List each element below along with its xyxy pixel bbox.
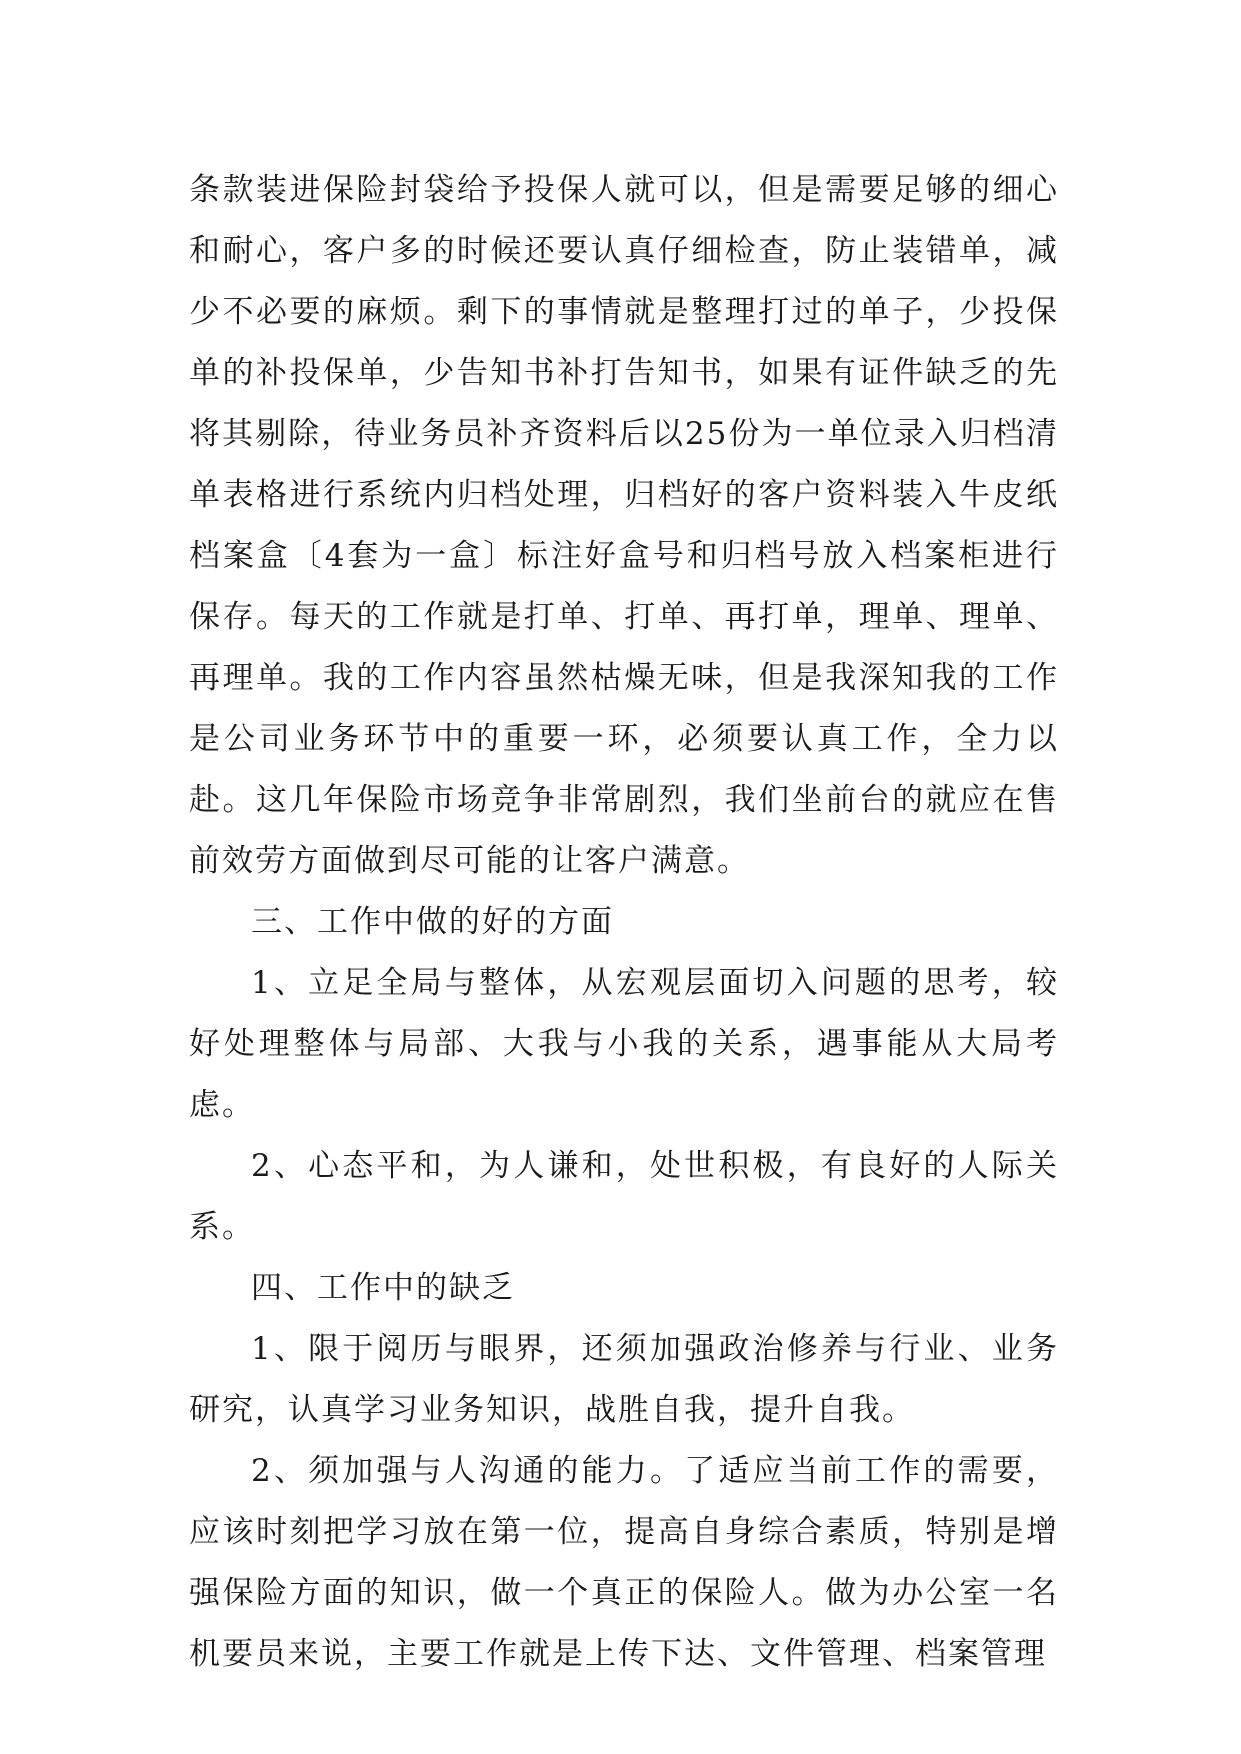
paragraph-strength-1: 1、立足全局与整体，从宏观层面切入问题的思考，较好处理整体与局部、大我与小我的关系，遇事能从大局考虑。 — [189, 965, 1059, 1123]
paragraph-continued-work-description: 条款装进保险封袋给予投保人就可以，但是需要足够的细心和耐心，客户多的时候还要认真仔细检查，防止装错单，减少不必要的麻烦。剩下的事情就是整理打过的单子，少投保单的补投保单，少告知书补打告知书，如果有证件缺乏的先将其剔除，待业务员补齐资料后以25份为一单位录入归档清单表格进行系统内归档处理，归档好的客户资料装入牛皮纸档案盒〔4套为一盒〕标注好盒号和归档号放入档案柜进行保存。每天的工作就是打单、打单、再打单，理单、理单、再理单。我的工作内容虽然枯燥无味，但是我深知我的工作是公司业务环节中的重要一环，必须要认真工作，全力以赴。这几年保险市场竞争非常剧烈，我们坐前台的就应在售前效劳方面做到尽可能的让客户满意。 — [189, 172, 1059, 879]
paragraph-strength-2: 2、心态平和，为人谦和，处世积极，有良好的人际关系。 — [189, 1148, 1059, 1245]
section-heading-shortcomings: 四、工作中的缺乏 — [251, 1270, 515, 1306]
paragraph-shortcoming-1: 1、限于阅历与眼界，还须加强政治修养与行业、业务研究，认真学习业务知识，战胜自我，提升自我。 — [189, 1331, 1059, 1428]
section-heading-strengths: 三、工作中做的好的方面 — [251, 904, 614, 940]
document-body — [189, 160, 1059, 1685]
paragraph-shortcoming-2: 2、须加强与人沟通的能力。了适应当前工作的需要，应该时刻把学习放在第一位，提高自身综合素质，特别是增强保险方面的知识，做一个真正的保险人。做为办公室一名机要员来说，主要工作就是上传下达、文件管理、档案管理 — [189, 1453, 1059, 1672]
